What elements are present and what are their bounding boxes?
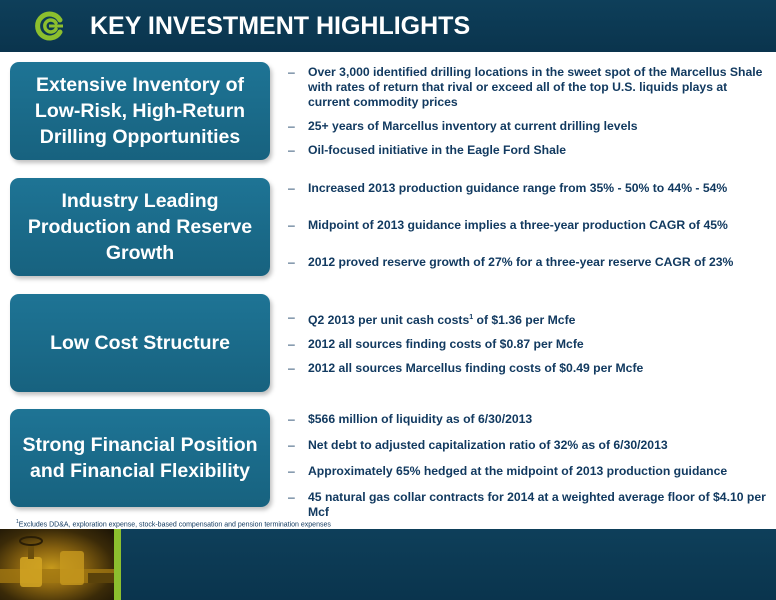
bullet-item: – Oil-focused initiative in the Eagle Ford Shale xyxy=(288,143,567,157)
dash-icon: – xyxy=(288,490,295,504)
dash-icon: – xyxy=(288,218,295,232)
bullet-list xyxy=(288,412,768,520)
bullet-list xyxy=(288,310,768,376)
section-label: Strong Financial Position and Financial Flexibility xyxy=(22,434,258,482)
bullet-item: – 2012 all sources finding costs of $0.87 per Mcfe xyxy=(288,337,584,352)
dash-icon: – xyxy=(288,255,295,269)
section-label-box xyxy=(10,409,270,507)
dash-icon: – xyxy=(288,310,295,324)
company-logo-c-icon xyxy=(34,11,64,41)
bullet-list xyxy=(288,181,768,270)
dash-icon: – xyxy=(288,119,295,133)
bullet-item: – 25+ years of Marcellus inventory at current drilling levels xyxy=(288,119,638,133)
footnote: $^1$Excludes DD&A, exploration expense, stock-based compensation and pension termination expenses xyxy=(16,519,331,529)
bullet-list xyxy=(288,65,768,158)
dash-icon: – xyxy=(288,361,295,376)
bullet-item: – Net debt to adjusted capitalization ratio of 32% as of 6/30/2013 xyxy=(288,438,668,452)
footer-bar xyxy=(0,529,776,600)
footer-accent-stripe xyxy=(114,529,121,600)
dash-icon: – xyxy=(288,143,295,157)
pipeline-valve-photo-icon xyxy=(0,529,114,600)
dash-icon: – xyxy=(288,438,295,452)
bullet-item: – 2012 all sources Marcellus finding costs of $0.49 per Mcfe xyxy=(288,361,644,376)
section-label-box xyxy=(10,62,270,160)
header-bar xyxy=(0,0,776,52)
bullet-item: – Over 3,000 identified drilling locations in the sweet spot of the Marcellus Shale with rates of return that rival or exceed all of the top U.S. liquids plays at current commodity prices xyxy=(288,65,763,109)
page-title: KEY INVESTMENT HIGHLIGHTS xyxy=(90,12,471,40)
section-label: Extensive Inventory of Low-Risk, High-Return Drilling Opportunities xyxy=(34,74,246,148)
section-label-box xyxy=(10,294,270,392)
bullet-item: – Q2 2013 per unit cash costs$^1$ of $1.36 per Mcfe xyxy=(288,310,576,328)
bullet-item: – Midpoint of 2013 guidance implies a three-year production CAGR of 45% xyxy=(288,218,728,232)
dash-icon: – xyxy=(288,181,295,195)
dash-icon: – xyxy=(288,464,295,478)
bullet-item: – Increased 2013 production guidance range from 35% - 50% to 44% - 54% xyxy=(288,181,728,195)
section-label: Low Cost Structure xyxy=(50,332,230,354)
dash-icon: – xyxy=(288,412,295,426)
bullet-item: – 2012 proved reserve growth of 27% for a three-year reserve CAGR of 23% xyxy=(288,255,734,269)
bullet-item: – 45 natural gas collar contracts for 2014 at a weighted average floor of $4.10 per Mcf xyxy=(288,490,766,519)
section-label-box xyxy=(10,178,270,276)
dash-icon: – xyxy=(288,65,295,79)
dash-icon: – xyxy=(288,337,295,352)
bullet-item: – Approximately 65% hedged at the midpoint of 2013 production guidance xyxy=(288,464,728,478)
section-label: Industry Leading Production and Reserve Growth xyxy=(27,190,253,264)
bullet-item: – $566 million of liquidity as of 6/30/2013 xyxy=(288,412,533,426)
